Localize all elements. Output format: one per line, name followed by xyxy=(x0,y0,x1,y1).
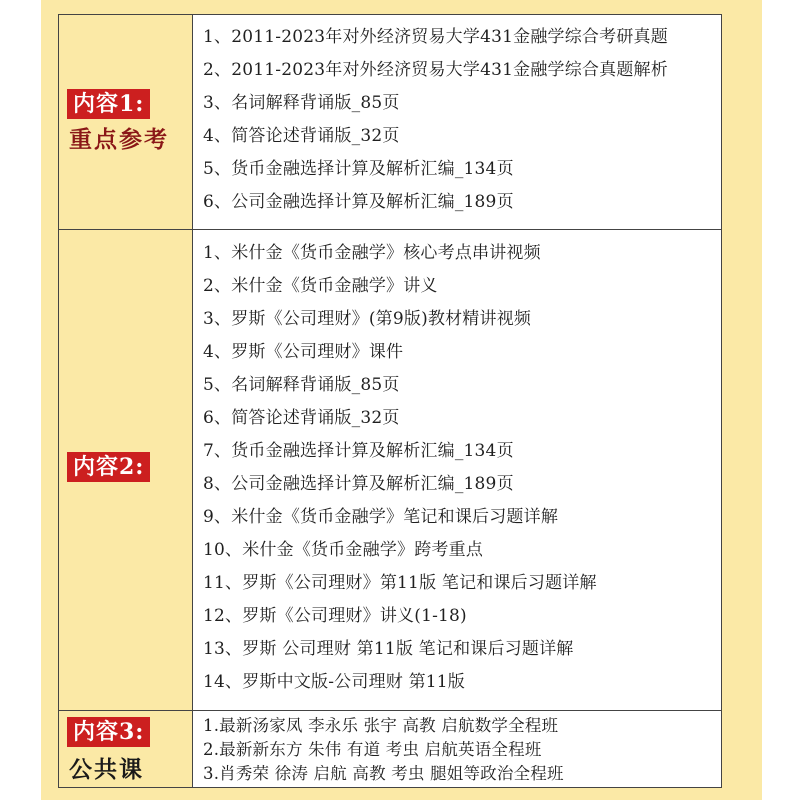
section-1-tag: 内容1: xyxy=(67,89,150,119)
section-1-subtitle: 重点参考 xyxy=(69,126,169,153)
section-2 xyxy=(59,230,721,711)
list-item: 3、罗斯《公司理财》(第9版)教材精讲视频 xyxy=(203,309,532,329)
section-3-subtitle: 公共课 xyxy=(69,756,144,783)
section-3-label-cell xyxy=(59,711,193,787)
list-item: 5、名词解释背诵版_85页 xyxy=(203,375,400,395)
list-item: 11、罗斯《公司理财》第11版 笔记和课后习题详解 xyxy=(203,573,597,593)
section-1 xyxy=(59,15,721,230)
section-3-list xyxy=(203,714,564,786)
list-item: 4、简答论述背诵版_32页 xyxy=(203,126,400,146)
content-table xyxy=(58,14,722,788)
list-item: 9、米什金《货币金融学》笔记和课后习题详解 xyxy=(203,507,559,527)
list-item: 12、罗斯《公司理财》讲义(1-18) xyxy=(203,606,467,626)
list-item: 8、公司金融选择计算及解析汇编_189页 xyxy=(203,474,514,494)
list-item: 4、罗斯《公司理财》课件 xyxy=(203,342,404,362)
list-item: 5、货币金融选择计算及解析汇编_134页 xyxy=(203,159,514,179)
section-3-tag: 内容3: xyxy=(67,717,150,747)
section-3 xyxy=(59,711,721,787)
section-3-content-cell xyxy=(193,711,721,787)
section-2-content-cell xyxy=(193,230,721,710)
list-item: 6、公司金融选择计算及解析汇编_189页 xyxy=(203,192,514,212)
section-2-list xyxy=(203,237,597,699)
list-item: 7、货币金融选择计算及解析汇编_134页 xyxy=(203,441,514,461)
list-item: 1、米什金《货币金融学》核心考点串讲视频 xyxy=(203,243,541,263)
list-item: 2、米什金《货币金融学》讲义 xyxy=(203,276,438,296)
list-item: 13、罗斯 公司理财 第11版 笔记和课后习题详解 xyxy=(203,639,574,659)
list-item: 3.肖秀荣 徐涛 启航 高教 考虫 腿姐等政治全程班 xyxy=(203,764,564,783)
section-1-label-cell xyxy=(59,15,193,229)
section-2-label-cell xyxy=(59,230,193,710)
section-2-tag: 内容2: xyxy=(67,452,150,482)
list-item: 6、简答论述背诵版_32页 xyxy=(203,408,400,428)
section-1-content-cell xyxy=(193,15,721,229)
list-item: 2、2011-2023年对外经济贸易大学431金融学综合真题解析 xyxy=(203,60,668,80)
list-item: 2.最新新东方 朱伟 有道 考虫 启航英语全程班 xyxy=(203,740,542,759)
list-item: 1、2011-2023年对外经济贸易大学431金融学综合考研真题 xyxy=(203,27,668,47)
section-1-list xyxy=(203,21,668,219)
list-item: 1.最新汤家凤 李永乐 张宇 高教 启航数学全程班 xyxy=(203,716,559,735)
list-item: 14、罗斯中文版-公司理财 第11版 xyxy=(203,672,466,692)
list-item: 10、米什金《货币金融学》跨考重点 xyxy=(203,540,484,560)
list-item: 3、名词解释背诵版_85页 xyxy=(203,93,400,113)
